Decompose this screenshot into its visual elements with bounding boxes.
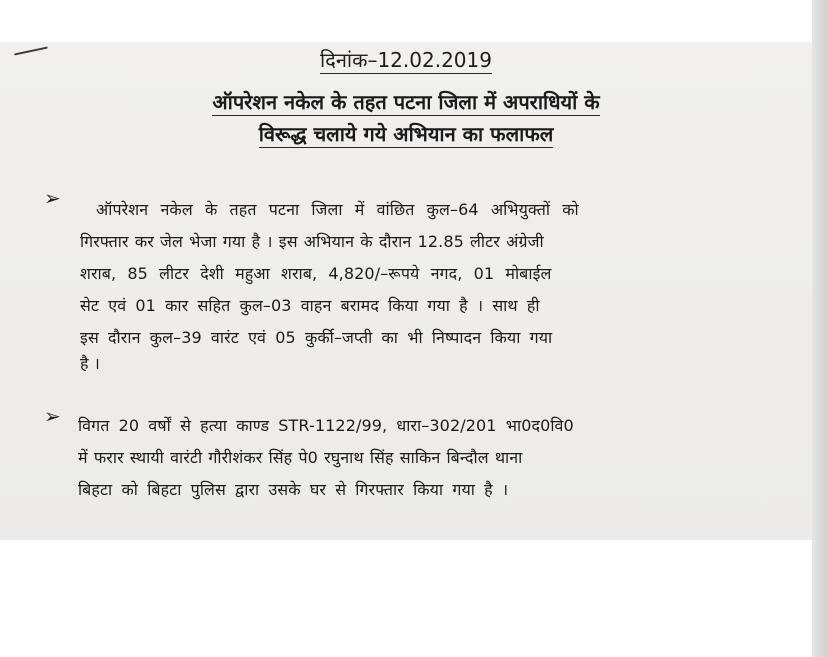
page-edge	[812, 0, 828, 657]
arrow-bullet-icon: ➢	[44, 186, 61, 210]
paragraph-1-line-2: गिरफ्तार कर जेल भेजा गया है । इस अभियान के दौरान 12.85 लीटर अंग्रेजी	[80, 232, 544, 251]
heading-line-2: विरूद्ध चलाये गये अभियान का फलाफल	[258, 122, 554, 146]
paragraph-2-line-3: बिहटा को बिहटा पुलिस द्वारा उसके घर से गिरफ्तार किया गया है ।	[78, 480, 509, 499]
paragraph-2-line-1: विगत 20 वर्षों से हत्या काण्ड STR-1122/99, धारा–302/201 भा0द0वि0	[78, 416, 574, 435]
arrow-bullet-icon: ➢	[44, 404, 61, 428]
document-date: दिनांक–12.02.2019	[320, 48, 492, 72]
paragraph-1-line-3: शराब, 85 लीटर देशी महुआ शराब, 4,820/–रूपये नगद, 01 मोबाईल	[80, 264, 552, 283]
paragraph-1-line-6: है ।	[80, 354, 100, 373]
paragraph-2-line-2: में फरार स्थायी वारंटी गौरीशंकर सिंह पे0 रघुनाथ सिंह साकिन बिन्दौल थाना	[78, 448, 523, 467]
paragraph-1-line-4: सेट एवं 01 कार सहित कुल–03 वाहन बरामद किया गया है । साथ ही	[80, 296, 540, 315]
paragraph-1-line-5: इस दौरान कुल–39 वारंट एवं 05 कुर्की–जप्ती का भी निष्पादन किया गया	[80, 328, 553, 347]
paragraph-1-line-1: ऑपरेशन नकेल के तहत पटना जिला में वांछित कुल–64 अभियुक्तों को	[96, 200, 579, 219]
heading-line-1: ऑपरेशन नकेल के तहत पटना जिला में अपराधियों के	[212, 90, 600, 114]
